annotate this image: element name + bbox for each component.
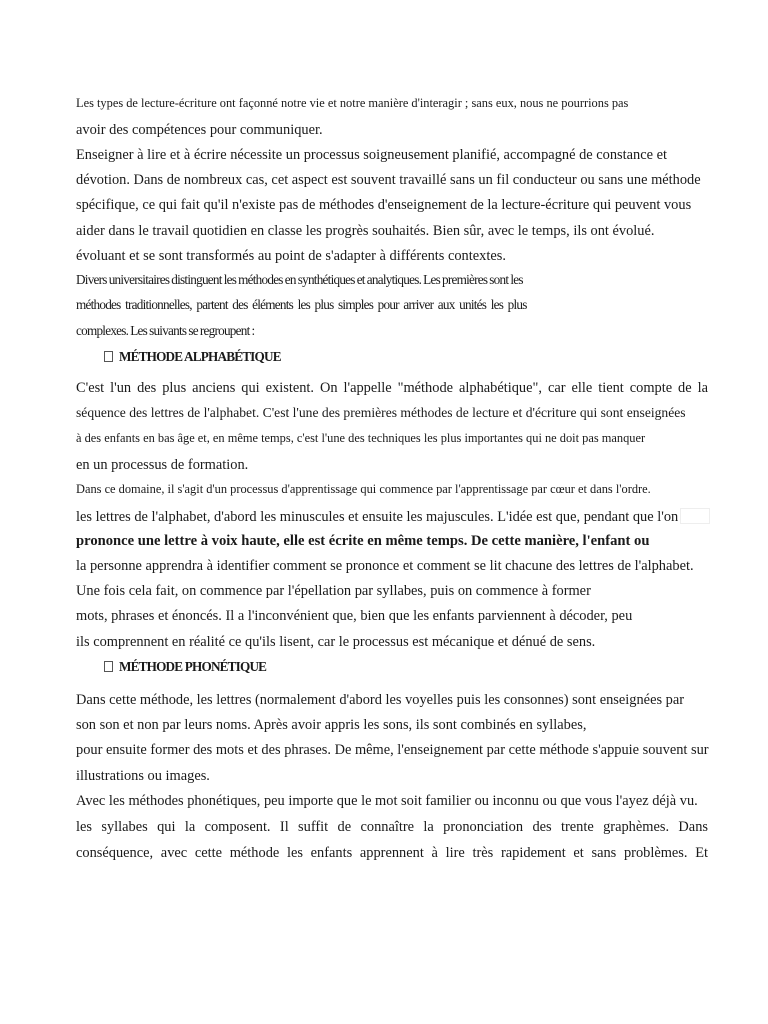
paragraph-5-line-6: mots, phrases et énoncés. Il a l'inconvénient que, bien que les enfants parviennent à décoder, peu — [76, 608, 633, 624]
paragraph-1-line-2: avoir des compétences pour communiquer. — [76, 122, 323, 138]
section-heading-phonetique — [104, 660, 266, 673]
paragraph-2-line-2: dévotion. Dans de nombreux cas, cet aspect est souvent travaillé sans un fil conducteur ou sans une méthode — [76, 172, 701, 188]
paragraph-6-line-2: son son et non par leurs noms. Après avoir appris les sons, ils sont combinés en syllabes, — [76, 717, 587, 733]
paragraph-2-line-4: aider dans le travail quotidien en classe les progrès souhaités. Bien sûr, avec le temps, ils ont évolué. — [76, 223, 655, 239]
highlight-box — [680, 508, 710, 524]
paragraph-4-line-1: C'est l'un des plus anciens qui existent. On l'appelle "méthode alphabétique", car elle tient compte de la — [76, 380, 708, 396]
paragraph-5-line-3: prononce une lettre à voix haute, elle est écrite en même temps. De cette manière, l'enfant ou — [76, 533, 650, 549]
paragraph-2-line-5: évoluant et se sont transformés au point de s'adapter à différents contextes. — [76, 248, 506, 264]
section-heading-label: MÉTHODE ALPHABÉTIQUE — [119, 349, 281, 364]
paragraph-5-line-2 — [76, 508, 710, 524]
paragraph-6-line-3: pour ensuite former des mots et des phrases. De même, l'enseignement par cette méthode s'appuie souvent sur — [76, 742, 709, 758]
paragraph-4-line-4: en un processus de formation. — [76, 457, 249, 473]
section-heading-label: MÉTHODE PHONÉTIQUE — [119, 659, 267, 674]
paragraph-6-line-4: illustrations ou images. — [76, 768, 210, 784]
paragraph-7-line-2: les syllabes qui la composent. Il suffit de connaître la prononciation des trente graphèmes. Dans — [76, 819, 708, 835]
paragraph-2-line-3: spécifique, ce qui fait qu'il n'existe pas de méthodes d'enseignement de la lecture-écriture qui peuvent vous — [76, 197, 692, 213]
paragraph-2-line-1: Enseigner à lire et à écrire nécessite un processus soigneusement planifié, accompagné de constance et — [76, 147, 667, 163]
bullet-box-icon — [104, 351, 113, 362]
paragraph-4-line-3: à des enfants en bas âge et, en même temps, c'est l'une des techniques les plus importantes qui ne doit pas manquer — [76, 431, 646, 445]
paragraph-3-line-2: méthodes traditionnelles, partent des éléments les plus simples pour arriver aux unités les plus — [76, 297, 527, 312]
bullet-box-icon — [104, 661, 113, 672]
paragraph-5-line-7: ils comprennent en réalité ce qu'ils lisent, car le processus est mécanique et dénué de sens. — [76, 634, 596, 650]
paragraph-7-line-1: Avec les méthodes phonétiques, peu importe que le mot soit familier ou inconnu ou que vous l'ayez déjà vu. — [76, 793, 698, 809]
paragraph-3-line-1: Divers universitaires distinguent les méthodes en synthétiques et analytiques. Les premières sont les — [76, 272, 523, 287]
paragraph-4-line-2: séquence des lettres de l'alphabet. C'est l'une des premières méthodes de lecture et d'écriture qui sont enseignées — [76, 405, 686, 420]
paragraph-5-line-5: Une fois cela fait, on commence par l'épellation par syllabes, puis on commence à former — [76, 583, 591, 599]
paragraph-3-line-3: complexes. Les suivants se regroupent : — [76, 323, 255, 338]
paragraph-5-line-4: la personne apprendra à identifier comment se prononce et comment se lit chacune des lettres de l'alphabet. — [76, 558, 694, 574]
paragraph-7-line-3: conséquence, avec cette méthode les enfants apprennent à lire très rapidement et sans problèmes. Et — [76, 845, 708, 861]
paragraph-1-line-1: Les types de lecture-écriture ont façonné notre vie et notre manière d'interagir ; sans eux, nous ne pourrions pas — [76, 96, 629, 110]
paragraph-6-line-1: Dans cette méthode, les lettres (normalement d'abord les voyelles puis les consonnes) sont enseignées par — [76, 692, 685, 708]
section-heading-alphabetique — [104, 350, 281, 363]
paragraph-5-line-1: Dans ce domaine, il s'agit d'un processus d'apprentissage qui commence par l'apprentissage par cœur et dans l'ordre. — [76, 482, 651, 496]
paragraph-5-line-2-text: les lettres de l'alphabet, d'abord les minuscules et ensuite les majuscules. L'idée est que, pendant que l'on — [76, 509, 679, 525]
